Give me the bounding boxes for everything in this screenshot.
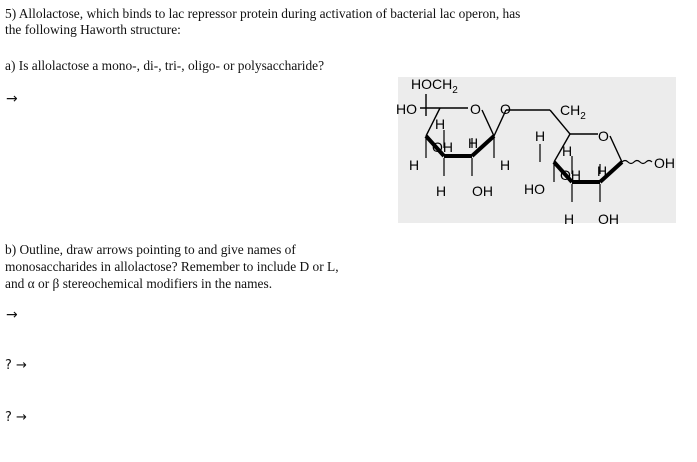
ho-top-label: HO <box>396 101 417 117</box>
ring1-c1-h-label: H <box>500 157 511 173</box>
ring1-c3-oh-label: OH <box>432 139 453 155</box>
part-b-question-line-2: monosaccharides in allolactose? Remember to include D or L, <box>5 259 339 274</box>
ring2-c4-h-label: H <box>562 143 573 159</box>
ring1-c4-h-label: H <box>435 116 446 132</box>
part-a-question: a) Is allolactose a mono-, di-, tri-, oligo- or polysaccharide? <box>5 58 325 73</box>
ring1-c2-h-label: H <box>468 135 479 151</box>
monosaccharide-1-answer: ? → <box>5 358 27 373</box>
ring2-c5-h-label: H <box>535 128 546 144</box>
part-b-question-line-3: and α or β stereochemical modifiers in the names. <box>5 276 273 291</box>
part-a-answer-arrow: → <box>6 91 18 107</box>
ring1-oxygen-label: O <box>470 101 481 117</box>
question-text-line-1: 5) Allolactose, which binds to lac repressor protein during activation of bacterial lac operon, has <box>5 6 521 21</box>
ch2-label: $CH_2$ <box>560 102 586 122</box>
ring1-bottom-oh-label: OH <box>472 183 493 199</box>
ring2-anomeric-wavy-bond <box>622 161 652 164</box>
monosaccharide-2-answer: ? → <box>5 410 27 425</box>
ring1-c5-h-label: H <box>409 157 420 173</box>
allolactose-haworth-structure <box>390 72 690 232</box>
ring2-ho-label: HO <box>524 181 545 197</box>
part-b-question-line-1: b) Outline, draw arrows pointing to and give names of <box>5 242 296 257</box>
ring2-bottom-oh-label: OH <box>598 211 619 227</box>
ring2-c2-h-label: H <box>597 163 608 179</box>
ring2-oxygen-label: O <box>598 128 609 144</box>
ring2-c3-oh-label: OH <box>560 167 581 183</box>
hoch2-label: $HOCH_2$ <box>411 76 458 96</box>
ring1-bottom-h-label: H <box>436 183 447 199</box>
anomeric-oh-label: OH <box>654 155 675 171</box>
ring1-c1-o-bond <box>482 110 494 136</box>
ring2-c1-o-bond <box>610 136 622 162</box>
part-b-answer-arrow: → <box>6 307 18 323</box>
ring2-bottom-h-label: H <box>564 211 575 227</box>
question-text-line-2: the following Haworth structure: <box>5 22 181 37</box>
glycosidic-oxygen-label: O <box>500 101 511 117</box>
